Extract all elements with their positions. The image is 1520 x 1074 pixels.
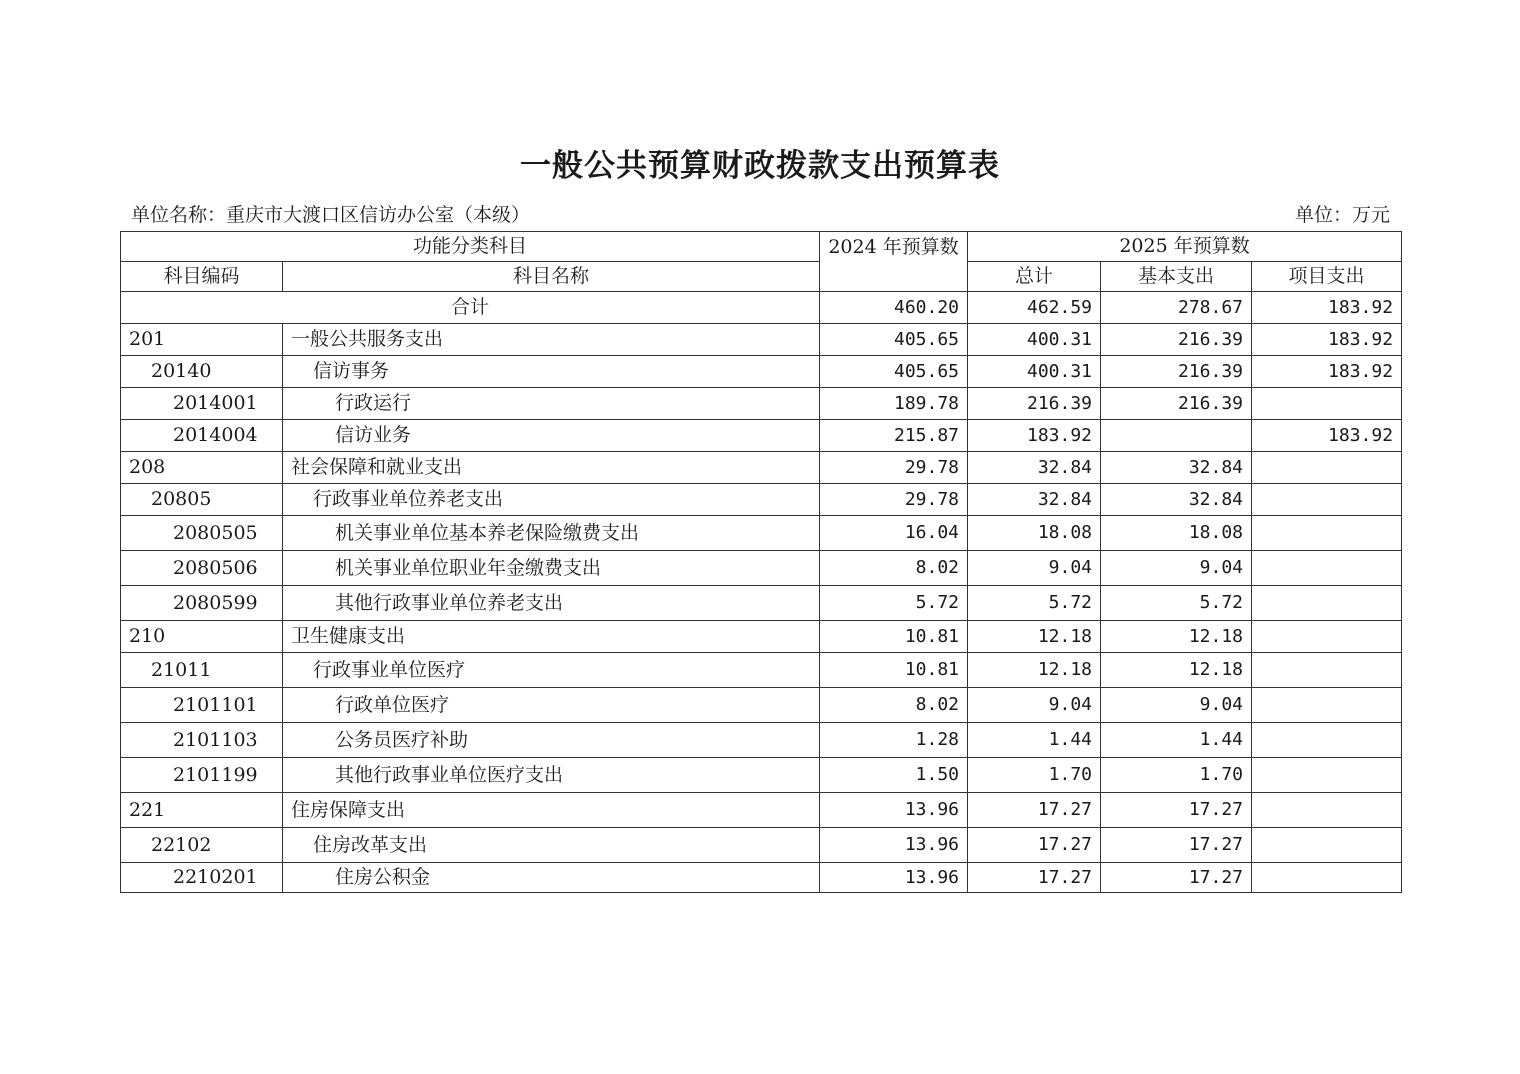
- row-budget-2024: 13.96: [820, 828, 968, 863]
- row-total: 1.44: [968, 723, 1101, 758]
- row-name: 公务员医疗补助: [283, 723, 820, 758]
- row-basic: 17.27: [1101, 863, 1252, 893]
- unit-name: 单位名称：重庆市大渡口区信访办公室（本级）: [131, 204, 531, 226]
- row-project: [1252, 863, 1402, 893]
- row-code: 210: [121, 621, 283, 653]
- row-name: 卫生健康支出: [283, 621, 820, 653]
- row-name: 机关事业单位基本养老保险缴费支出: [283, 516, 820, 551]
- row-budget-2024: 405.65: [820, 356, 968, 388]
- row-project: 183.92: [1252, 356, 1402, 388]
- row-budget-2024: 29.78: [820, 452, 968, 484]
- row-basic: 17.27: [1101, 828, 1252, 863]
- row-code: 21011: [121, 653, 283, 688]
- row-name: 行政事业单位养老支出: [283, 484, 820, 516]
- row-name: 行政事业单位医疗: [283, 653, 820, 688]
- row-total: 32.84: [968, 484, 1101, 516]
- row-project: [1252, 452, 1402, 484]
- row-budget-2024: 10.81: [820, 621, 968, 653]
- total-row: [121, 292, 1402, 324]
- page-title: 一般公共预算财政拨款支出预算表: [520, 148, 1000, 184]
- row-budget-2024: 8.02: [820, 551, 968, 586]
- row-total: 12.18: [968, 653, 1101, 688]
- header-budget-2025: 2025 年预算数: [968, 232, 1402, 262]
- row-total: 18.08: [968, 516, 1101, 551]
- total-project: 183.92: [1252, 292, 1402, 324]
- row-total: 1.70: [968, 758, 1101, 793]
- row-project: [1252, 688, 1402, 723]
- row-name: 一般公共服务支出: [283, 324, 820, 356]
- row-code: 2080599: [121, 586, 283, 621]
- row-code: 22102: [121, 828, 283, 863]
- table-row: [121, 356, 1402, 388]
- row-total: 216.39: [968, 388, 1101, 420]
- row-total: 5.72: [968, 586, 1101, 621]
- table-row: [121, 388, 1402, 420]
- row-budget-2024: 215.87: [820, 420, 968, 452]
- row-code: 20140: [121, 356, 283, 388]
- row-project: [1252, 758, 1402, 793]
- table-row: [121, 484, 1402, 516]
- row-project: [1252, 793, 1402, 828]
- table-row: [121, 586, 1402, 621]
- row-basic: 216.39: [1101, 388, 1252, 420]
- row-basic: 32.84: [1101, 452, 1252, 484]
- table-body: [121, 232, 1402, 893]
- table-row: [121, 324, 1402, 356]
- row-total: 9.04: [968, 551, 1101, 586]
- row-basic: 18.08: [1101, 516, 1252, 551]
- table-row: [121, 516, 1402, 551]
- row-name: 信访事务: [283, 356, 820, 388]
- row-basic: 5.72: [1101, 586, 1252, 621]
- row-project: [1252, 828, 1402, 863]
- row-total: 400.31: [968, 356, 1101, 388]
- table-row: [121, 551, 1402, 586]
- row-budget-2024: 189.78: [820, 388, 968, 420]
- row-name: 行政单位医疗: [283, 688, 820, 723]
- header-name: 科目名称: [283, 262, 820, 292]
- row-budget-2024: 5.72: [820, 586, 968, 621]
- header-row-2: [121, 262, 1402, 292]
- row-code: 221: [121, 793, 283, 828]
- row-code: 2101199: [121, 758, 283, 793]
- row-budget-2024: 29.78: [820, 484, 968, 516]
- row-project: [1252, 621, 1402, 653]
- total-total: 462.59: [968, 292, 1101, 324]
- row-budget-2024: 13.96: [820, 793, 968, 828]
- row-code: 2101101: [121, 688, 283, 723]
- row-name: 住房公积金: [283, 863, 820, 893]
- row-budget-2024: 1.50: [820, 758, 968, 793]
- row-code: 208: [121, 452, 283, 484]
- table-row: [121, 420, 1402, 452]
- budget-table: [120, 231, 1402, 893]
- row-project: [1252, 653, 1402, 688]
- row-name: 信访业务: [283, 420, 820, 452]
- header-basic: 基本支出: [1101, 262, 1252, 292]
- row-code: 2210201: [121, 863, 283, 893]
- row-project: 183.92: [1252, 324, 1402, 356]
- row-project: [1252, 484, 1402, 516]
- table-row: [121, 723, 1402, 758]
- row-total: 17.27: [968, 863, 1101, 893]
- row-total: 12.18: [968, 621, 1101, 653]
- row-project: [1252, 586, 1402, 621]
- row-budget-2024: 405.65: [820, 324, 968, 356]
- table-row: [121, 758, 1402, 793]
- row-total: 32.84: [968, 452, 1101, 484]
- total-basic: 278.67: [1101, 292, 1252, 324]
- row-total: 9.04: [968, 688, 1101, 723]
- row-project: [1252, 388, 1402, 420]
- header-budget-2024: 2024 年预算数: [820, 232, 968, 292]
- row-basic: 216.39: [1101, 356, 1252, 388]
- row-project: [1252, 516, 1402, 551]
- row-basic: 1.70: [1101, 758, 1252, 793]
- row-total: 183.92: [968, 420, 1101, 452]
- row-name: 住房保障支出: [283, 793, 820, 828]
- header-total: 总计: [968, 262, 1101, 292]
- table-row: [121, 653, 1402, 688]
- row-total: 17.27: [968, 793, 1101, 828]
- header-code: 科目编码: [121, 262, 283, 292]
- table-row: [121, 688, 1402, 723]
- row-basic: 9.04: [1101, 688, 1252, 723]
- row-basic: [1101, 420, 1252, 452]
- header-project: 项目支出: [1252, 262, 1402, 292]
- row-name: 社会保障和就业支出: [283, 452, 820, 484]
- row-budget-2024: 16.04: [820, 516, 968, 551]
- row-name: 其他行政事业单位医疗支出: [283, 758, 820, 793]
- table-row: [121, 621, 1402, 653]
- row-basic: 12.18: [1101, 653, 1252, 688]
- row-total: 400.31: [968, 324, 1101, 356]
- row-basic: 32.84: [1101, 484, 1252, 516]
- unit-label: 单位：万元: [1294, 204, 1390, 226]
- row-budget-2024: 1.28: [820, 723, 968, 758]
- row-project: [1252, 723, 1402, 758]
- row-name: 住房改革支出: [283, 828, 820, 863]
- row-project: [1252, 551, 1402, 586]
- row-budget-2024: 8.02: [820, 688, 968, 723]
- total-b2024: 460.20: [820, 292, 968, 324]
- row-basic: 17.27: [1101, 793, 1252, 828]
- row-name: 机关事业单位职业年金缴费支出: [283, 551, 820, 586]
- row-budget-2024: 13.96: [820, 863, 968, 893]
- row-code: 2014004: [121, 420, 283, 452]
- row-code: 2080506: [121, 551, 283, 586]
- total-label: 合计: [121, 292, 820, 324]
- table-row: [121, 793, 1402, 828]
- row-name: 行政运行: [283, 388, 820, 420]
- row-name: 其他行政事业单位养老支出: [283, 586, 820, 621]
- row-code: 20805: [121, 484, 283, 516]
- row-total: 17.27: [968, 828, 1101, 863]
- row-basic: 9.04: [1101, 551, 1252, 586]
- row-basic: 216.39: [1101, 324, 1252, 356]
- row-budget-2024: 10.81: [820, 653, 968, 688]
- row-code: 201: [121, 324, 283, 356]
- row-basic: 1.44: [1101, 723, 1252, 758]
- row-basic: 12.18: [1101, 621, 1252, 653]
- row-project: 183.92: [1252, 420, 1402, 452]
- row-code: 2080505: [121, 516, 283, 551]
- header-row-1: [121, 232, 1402, 262]
- header-function-category: 功能分类科目: [121, 232, 820, 262]
- table-row: [121, 863, 1402, 893]
- row-code: 2101103: [121, 723, 283, 758]
- row-code: 2014001: [121, 388, 283, 420]
- table-row: [121, 828, 1402, 863]
- table-row: [121, 452, 1402, 484]
